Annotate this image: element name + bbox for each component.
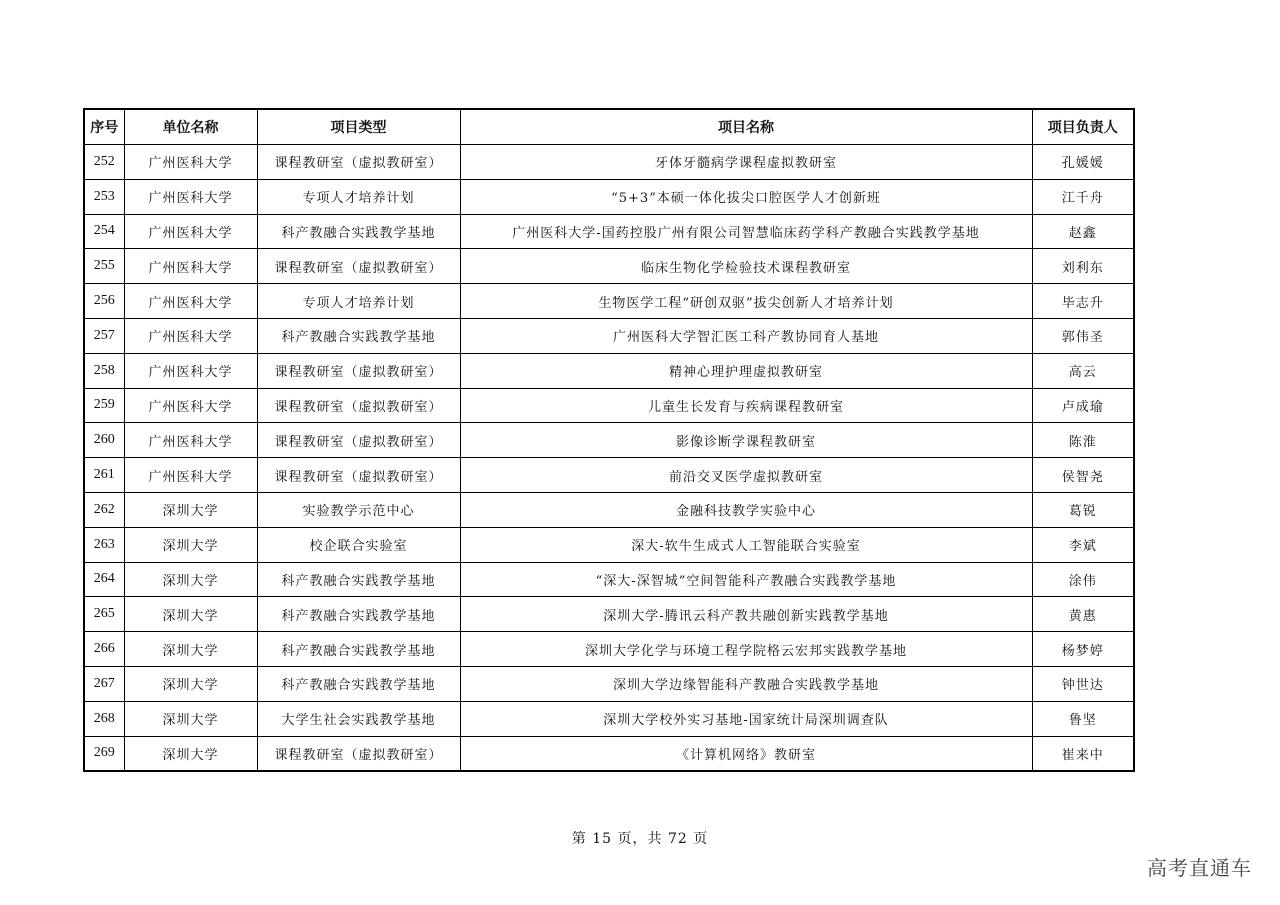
cell-project-type: 科产教融合实践教学基地 <box>257 632 460 667</box>
cell-project-name: 深圳大学化学与环境工程学院格云宏邦实践教学基地 <box>460 632 1032 667</box>
cell-serial-number: 266 <box>84 632 124 667</box>
table-row <box>84 179 1134 214</box>
table-row <box>84 666 1134 701</box>
cell-project-name: 临床生物化学检验技术课程教研室 <box>460 249 1032 284</box>
cell-serial-number: 265 <box>84 597 124 632</box>
cell-project-type: 课程教研室（虚拟教研室） <box>257 249 460 284</box>
cell-unit-name: 深圳大学 <box>124 527 257 562</box>
cell-project-leader: 郭伟圣 <box>1032 318 1134 353</box>
header-project-type: 项目类型 <box>257 109 460 145</box>
table-row <box>84 284 1134 319</box>
cell-serial-number: 262 <box>84 492 124 527</box>
cell-project-type: 科产教融合实践教学基地 <box>257 318 460 353</box>
cell-unit-name: 广州医科大学 <box>124 458 257 493</box>
watermark-text: 高考直通车 <box>1147 856 1252 880</box>
cell-project-leader: 黄惠 <box>1032 597 1134 632</box>
project-list-table <box>83 108 1135 772</box>
cell-serial-number: 268 <box>84 701 124 736</box>
cell-unit-name: 广州医科大学 <box>124 145 257 180</box>
cell-project-leader: 江千舟 <box>1032 179 1134 214</box>
cell-project-leader: 卢成瑜 <box>1032 388 1134 423</box>
cell-project-type: 科产教融合实践教学基地 <box>257 597 460 632</box>
header-project-leader: 项目负责人 <box>1032 109 1134 145</box>
cell-project-name: 牙体牙髓病学课程虚拟教研室 <box>460 145 1032 180</box>
cell-project-name: “5+3”本硕一体化拔尖口腔医学人才创新班 <box>460 179 1032 214</box>
cell-serial-number: 254 <box>84 214 124 249</box>
cell-unit-name: 广州医科大学 <box>124 423 257 458</box>
cell-serial-number: 252 <box>84 145 124 180</box>
cell-serial-number: 253 <box>84 179 124 214</box>
table-row <box>84 353 1134 388</box>
cell-project-name: 精神心理护理虚拟教研室 <box>460 353 1032 388</box>
cell-unit-name: 深圳大学 <box>124 632 257 667</box>
cell-project-leader: 崔来中 <box>1032 736 1134 771</box>
page-number-footer: 第 15 页，共 72 页 <box>571 831 709 847</box>
cell-project-leader: 杨梦婷 <box>1032 632 1134 667</box>
cell-serial-number: 257 <box>84 318 124 353</box>
cell-project-type: 专项人才培养计划 <box>257 179 460 214</box>
cell-project-name: 深圳大学校外实习基地-国家统计局深圳调查队 <box>460 701 1032 736</box>
cell-project-leader: 涂伟 <box>1032 562 1134 597</box>
cell-project-type: 实验教学示范中心 <box>257 492 460 527</box>
cell-project-type: 课程教研室（虚拟教研室） <box>257 145 460 180</box>
cell-project-leader: 赵鑫 <box>1032 214 1134 249</box>
table-header-row <box>84 109 1134 145</box>
table-row <box>84 458 1134 493</box>
cell-project-leader: 刘利东 <box>1032 249 1134 284</box>
table-row <box>84 388 1134 423</box>
cell-serial-number: 269 <box>84 736 124 771</box>
cell-project-type: 科产教融合实践教学基地 <box>257 562 460 597</box>
table-row <box>84 214 1134 249</box>
cell-serial-number: 258 <box>84 353 124 388</box>
cell-serial-number: 267 <box>84 666 124 701</box>
cell-project-type: 校企联合实验室 <box>257 527 460 562</box>
cell-project-name: “深大-深智城”空间智能科产教融合实践教学基地 <box>460 562 1032 597</box>
cell-unit-name: 广州医科大学 <box>124 214 257 249</box>
cell-project-name: 儿童生长发育与疾病课程教研室 <box>460 388 1032 423</box>
cell-project-name: 深圳大学-腾讯云科产教共融创新实践教学基地 <box>460 597 1032 632</box>
cell-serial-number: 256 <box>84 284 124 319</box>
cell-project-name: 影像诊断学课程教研室 <box>460 423 1032 458</box>
cell-serial-number: 259 <box>84 388 124 423</box>
table-body <box>84 145 1134 772</box>
cell-serial-number: 255 <box>84 249 124 284</box>
table-row <box>84 632 1134 667</box>
cell-project-name: 广州医科大学-国药控股广州有限公司智慧临床药学科产教融合实践教学基地 <box>460 214 1032 249</box>
header-serial-number: 序号 <box>84 109 124 145</box>
table-row <box>84 736 1134 771</box>
cell-unit-name: 深圳大学 <box>124 562 257 597</box>
cell-serial-number: 263 <box>84 527 124 562</box>
cell-serial-number: 261 <box>84 458 124 493</box>
cell-project-type: 课程教研室（虚拟教研室） <box>257 388 460 423</box>
table-row <box>84 527 1134 562</box>
table-row <box>84 492 1134 527</box>
cell-unit-name: 广州医科大学 <box>124 318 257 353</box>
table-row <box>84 597 1134 632</box>
cell-unit-name: 深圳大学 <box>124 492 257 527</box>
cell-unit-name: 深圳大学 <box>124 701 257 736</box>
cell-project-leader: 孔媛媛 <box>1032 145 1134 180</box>
cell-project-type: 课程教研室（虚拟教研室） <box>257 736 460 771</box>
header-unit-name: 单位名称 <box>124 109 257 145</box>
cell-project-type: 大学生社会实践教学基地 <box>257 701 460 736</box>
table-row <box>84 562 1134 597</box>
cell-unit-name: 广州医科大学 <box>124 249 257 284</box>
cell-project-type: 课程教研室（虚拟教研室） <box>257 423 460 458</box>
cell-project-leader: 鲁坚 <box>1032 701 1134 736</box>
cell-serial-number: 260 <box>84 423 124 458</box>
cell-unit-name: 广州医科大学 <box>124 284 257 319</box>
cell-project-type: 课程教研室（虚拟教研室） <box>257 458 460 493</box>
cell-unit-name: 广州医科大学 <box>124 179 257 214</box>
cell-unit-name: 广州医科大学 <box>124 388 257 423</box>
header-project-name: 项目名称 <box>460 109 1032 145</box>
cell-project-leader: 陈淮 <box>1032 423 1134 458</box>
cell-project-name: 金融科技教学实验中心 <box>460 492 1032 527</box>
cell-unit-name: 广州医科大学 <box>124 353 257 388</box>
cell-project-name: 广州医科大学智汇医工科产教协同育人基地 <box>460 318 1032 353</box>
cell-project-leader: 李斌 <box>1032 527 1134 562</box>
cell-project-name: 前沿交叉医学虚拟教研室 <box>460 458 1032 493</box>
cell-project-name: 生物医学工程“研创双驱”拔尖创新人才培养计划 <box>460 284 1032 319</box>
cell-project-leader: 钟世达 <box>1032 666 1134 701</box>
cell-unit-name: 深圳大学 <box>124 597 257 632</box>
table-row <box>84 145 1134 180</box>
table-row <box>84 423 1134 458</box>
cell-project-type: 课程教研室（虚拟教研室） <box>257 353 460 388</box>
cell-project-leader: 葛锐 <box>1032 492 1134 527</box>
cell-project-leader: 毕志升 <box>1032 284 1134 319</box>
cell-unit-name: 深圳大学 <box>124 736 257 771</box>
table-row <box>84 249 1134 284</box>
table-row <box>84 318 1134 353</box>
cell-project-leader: 高云 <box>1032 353 1134 388</box>
cell-project-type: 科产教融合实践教学基地 <box>257 666 460 701</box>
cell-project-type: 科产教融合实践教学基地 <box>257 214 460 249</box>
cell-project-leader: 侯智尧 <box>1032 458 1134 493</box>
cell-project-type: 专项人才培养计划 <box>257 284 460 319</box>
cell-unit-name: 深圳大学 <box>124 666 257 701</box>
cell-project-name: 《计算机网络》教研室 <box>460 736 1032 771</box>
cell-project-name: 深大-软牛生成式人工智能联合实验室 <box>460 527 1032 562</box>
cell-serial-number: 264 <box>84 562 124 597</box>
cell-project-name: 深圳大学边缘智能科产教融合实践教学基地 <box>460 666 1032 701</box>
table-row <box>84 701 1134 736</box>
